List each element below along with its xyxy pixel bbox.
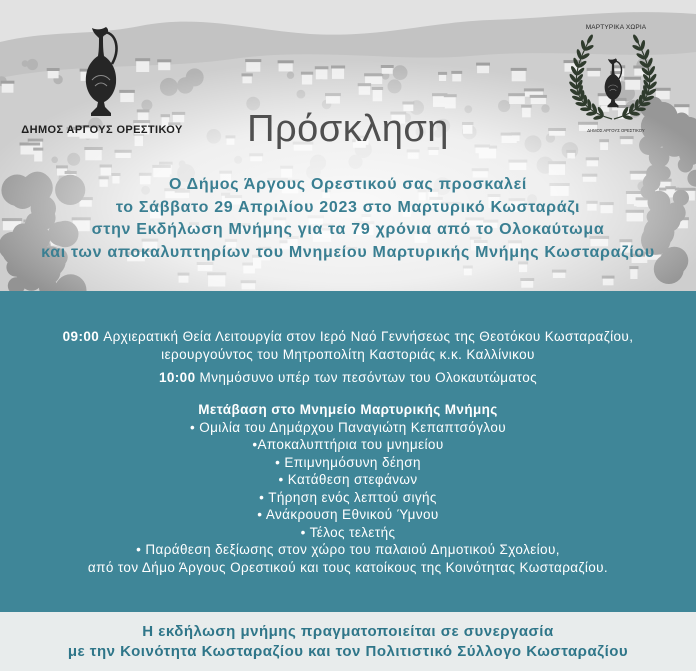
program-item-memorial <box>0 369 696 387</box>
program-line <box>0 369 696 387</box>
program-section <box>0 291 696 612</box>
intro-line: στην Εκδήλωση Μνήμης για τα 79 χρόνια από το Ολοκαύτωμα <box>91 221 605 238</box>
program-text: Αρχιερατική Θεία Λειτουργία στον Ιερό Ναό Γεννήσεως της Θεοτόκου Κωσταραζίου, <box>103 329 634 344</box>
ceremony-line: • Ανάκρουση Εθνικού Ύμνου <box>257 507 439 522</box>
intro-line: και των αποκαλυπτηρίων του Μνημείου Μαρτυρικής Μνήμης Κωσταραζίου <box>41 243 655 261</box>
municipality-logo-label: ΔΗΜΟΣ ΑΡΓΟΥΣ ΟΡΕΣΤΙΚΟΥ <box>21 124 183 136</box>
program-time: 10:00 <box>158 370 196 385</box>
transfer-heading: Μετάβαση στο Μνημείο Μαρτυρικής Μνήμης <box>198 402 498 417</box>
page-title: Πρόσκληση <box>247 108 449 150</box>
wreath-amphora-icon <box>605 58 622 107</box>
invitation-intro <box>0 174 696 264</box>
program-text: Μνημόσυνο υπέρ των πεσόντων του Ολοκαυτώματος <box>199 370 538 385</box>
footer-line: Η εκδήλωση μνήμης πραγματοποιείται σε συνεργασία <box>142 623 554 640</box>
program-time: 09:00 <box>62 329 100 344</box>
program-item-monument <box>0 401 696 576</box>
program-line <box>0 328 696 346</box>
ceremony-line: • Ομιλία του Δημάρχου Παναγιώτη Κεπαπτσόγλου <box>189 419 507 435</box>
martyr-villages-label: ΜΑΡΤΥΡΙΚΑ ΧΩΡΙΑ <box>585 24 647 31</box>
ceremony-line: • Τήρηση ενός λεπτού σιγής <box>259 489 437 505</box>
ceremony-line: από τον Δήμο Άργους Ορεστικού και τους κατοίκους της Κοινότητας Κωσταραζίου. <box>87 559 609 575</box>
olive-leaf <box>632 34 640 45</box>
amphora-shape <box>86 27 117 116</box>
collaboration-footer <box>0 612 696 671</box>
ceremony-line: • Επιμνημόσυνη δέηση <box>275 454 421 470</box>
ceremony-line: • Κατάθεση στεφάνων <box>278 472 418 487</box>
program-line: ιερουργούντος του Μητροπολίτη Καστοριάς κ.κ. Καλλίνικου <box>161 347 535 362</box>
ceremony-line: • Τέλος τελετής <box>300 524 396 540</box>
martyr-villages-sublabel: ΔΗΜΟΣ ΑΡΓΟΥΣ ΟΡΕΣΤΙΚΟΥ <box>587 128 645 133</box>
footer-text <box>0 622 696 662</box>
intro-line: Ο Δήμος Άργους Ορεστικού σας προσκαλεί <box>168 176 528 193</box>
ceremony-line: • Παράθεση δεξίωσης στον χώρο του παλαιού Δημοτικού Σχολείου, <box>136 542 560 557</box>
intro-line: το Σάββατο 29 Απριλίου 2023 στο Μαρτυρικό Κωσταράζι <box>115 198 581 216</box>
amphora-icon <box>81 22 121 118</box>
olive-leaf <box>586 34 594 45</box>
footer-line: με την Κοινότητα Κωσταραζίου και τον Πολιτιστικό Σύλλογο Κωσταραζίου <box>67 643 629 660</box>
program-item-liturgy <box>0 328 696 364</box>
ceremony-line: •Αποκαλυπτήρια του μνημείου <box>252 437 444 452</box>
